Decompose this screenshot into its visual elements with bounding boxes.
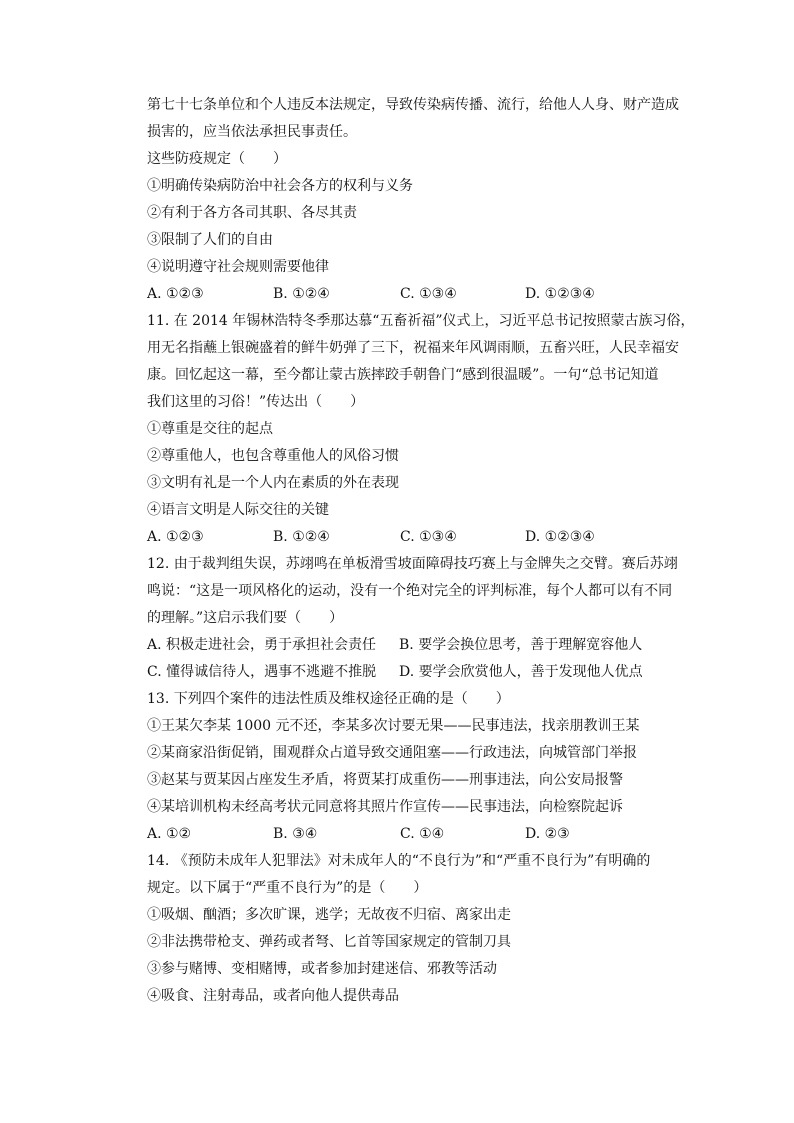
question-11-text-line-1: 11. 在 2014 年锡林浩特冬季那达慕“五畜祈福”仪式上，习近平总书记按照蒙古族习俗， xyxy=(147,313,695,329)
question-12-options-row-2 xyxy=(147,659,657,686)
document-content xyxy=(147,92,695,1010)
question-11-option-d[interactable]: D. ①②③④ xyxy=(525,529,595,545)
question-11-option-a[interactable]: A. ①②③ xyxy=(147,529,204,545)
question-11-item-4: ④语言文明是人际交往的关键 xyxy=(147,502,329,518)
question-10-item-2: ②有利于各方各司其职、各尽其责 xyxy=(147,205,357,221)
question-14-item-1: ①吸烟、酗酒；多次旷课，逃学；无故夜不归宿、离家出走 xyxy=(147,907,511,923)
question-12-options-row-1 xyxy=(147,632,657,659)
question-11-item-3: ③文明有礼是一个人内在素质的外在表现 xyxy=(147,475,399,491)
question-12 xyxy=(147,551,678,686)
question-11-item-2: ②尊重他人，也包含尊重他人的风俗习惯 xyxy=(147,448,399,464)
question-10-options xyxy=(147,281,657,308)
question-13-item-3: ③赵某与贾某因占座发生矛盾，将贾某打成重伤——刑事违法，向公安局报警 xyxy=(147,772,623,788)
question-13 xyxy=(147,686,657,848)
question-10-text-line-1: 第七十七条单位和个人违反本法规定，导致传染病传播、流行，给他人人身、财产造成 xyxy=(147,97,679,113)
question-10-option-a[interactable]: A. ①②③ xyxy=(147,286,204,302)
question-13-stem: 13. 下列四个案件的违法性质及维权途径正确的是（ ） xyxy=(147,691,510,707)
question-14-item-2: ②非法携带枪支、弹药或者弩、匕首等国家规定的管制刀具 xyxy=(147,934,511,950)
question-10-item-4: ④说明遵守社会规则需要他律 xyxy=(147,259,329,275)
question-13-option-c[interactable]: C. ①④ xyxy=(400,826,445,842)
question-13-item-4: ④某培训机构未经高考状元同意将其照片作宣传——民事违法，向检察院起诉 xyxy=(147,799,623,815)
question-11-text-line-3: 康。回忆起这一幕，至今都让蒙古族摔跤手朝鲁门“感到很温暖”。一句“总书记知道 xyxy=(147,367,659,383)
question-10-option-d[interactable]: D. ①②③④ xyxy=(525,286,595,302)
question-10-item-3: ③限制了人们的自由 xyxy=(147,232,273,248)
question-14 xyxy=(147,848,657,1010)
question-12-option-c[interactable]: C. 懂得诚信待人，遇事不逃避不推脱 xyxy=(147,664,377,680)
question-12-text-line-2: 鸣说：“这是一项风格化的运动，没有一个绝对完全的评判标准，每个人都可以有不同 xyxy=(147,583,673,599)
question-13-item-2: ②某商家沿街促销，围观群众占道导致交通阻塞——行政违法，向城管部门举报 xyxy=(147,745,637,761)
question-14-text-line-2: 规定。以下属于“严重不良行为”的是（ ） xyxy=(147,880,428,896)
question-12-option-b[interactable]: B. 要学会换位思考，善于理解宽容他人 xyxy=(399,637,643,653)
question-14-item-4: ④吸食、注射毒品，或者向他人提供毒品 xyxy=(147,988,399,1004)
question-13-option-b[interactable]: B. ③④ xyxy=(273,826,318,842)
question-10-text-line-2: 损害的，应当依法承担民事责任。 xyxy=(147,124,357,140)
question-11 xyxy=(147,308,695,551)
question-11-text-line-2: 用无名指蘸上银碗盛着的鲜牛奶弹了三下，祝福来年风调雨顺，五畜兴旺，人民幸福安 xyxy=(147,340,679,356)
question-11-option-b[interactable]: B. ①②④ xyxy=(273,529,330,545)
question-13-option-d[interactable]: D. ②③ xyxy=(525,826,570,842)
question-10-item-1: ①明确传染病防治中社会各方的权利与义务 xyxy=(147,178,413,194)
question-14-text-line-1: 14. 《预防未成年人犯罪法》对未成年人的“不良行为”和“严重不良行为”有明确的 xyxy=(147,853,651,869)
question-13-options xyxy=(147,821,657,848)
question-10-stem: 这些防疫规定（ ） xyxy=(147,151,287,167)
question-12-option-d[interactable]: D. 要学会欣赏他人，善于发现他人优点 xyxy=(399,664,643,680)
question-13-item-1: ①王某欠李某 1000 元不还，李某多次讨要无果——民事违法，找亲朋教训王某 xyxy=(147,718,640,734)
question-13-option-a[interactable]: A. ①② xyxy=(147,826,192,842)
question-12-text-line-3: 的理解。”这启示我们要（ ） xyxy=(147,610,344,626)
question-10-option-c[interactable]: C. ①③④ xyxy=(400,286,457,302)
question-11-text-line-4: 我们这里的习俗！”传达出（ ） xyxy=(147,394,365,410)
question-12-text-line-1: 12. 由于裁判组失误，苏翊鸣在单板滑雪坡面障碍技巧赛上与金牌失之交臂。赛后苏翊 xyxy=(147,556,678,572)
question-11-item-1: ①尊重是交往的起点 xyxy=(147,421,273,437)
question-11-option-c[interactable]: C. ①③④ xyxy=(400,529,457,545)
question-14-item-3: ③参与赌博、变相赌博，或者参加封建迷信、邪教等活动 xyxy=(147,961,497,977)
question-10 xyxy=(147,92,679,308)
question-11-options xyxy=(147,524,657,551)
question-12-option-a[interactable]: A. 积极走进社会，勇于承担社会责任 xyxy=(147,637,377,653)
question-10-option-b[interactable]: B. ①②④ xyxy=(273,286,330,302)
